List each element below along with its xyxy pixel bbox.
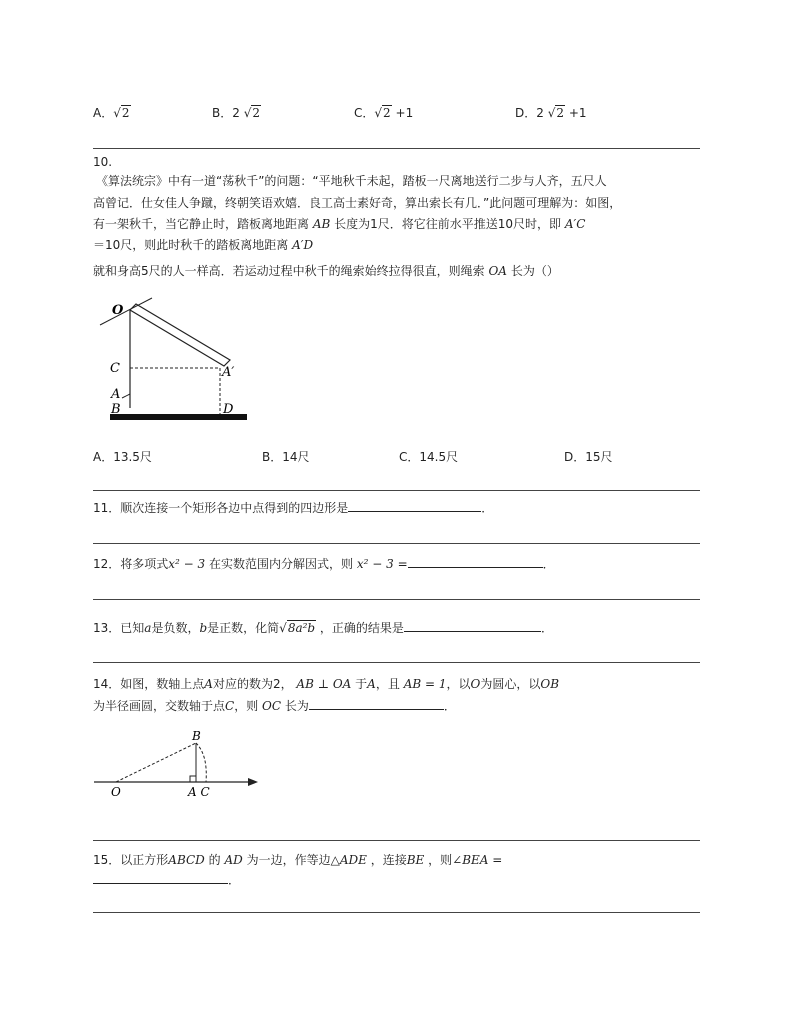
q14-answer-blank[interactable] — [309, 697, 444, 710]
label-O: O — [112, 303, 124, 318]
divider — [93, 490, 700, 491]
label-AC: A C — [188, 785, 210, 799]
q10-line1: 《算法统宗》中有一道“荡秋千”的问题：“平地秋千未起，踏板一尺离地送行二步与人齐，五尺人 — [96, 174, 607, 188]
q10-option-d: D．15尺 — [564, 450, 613, 464]
q15-line2: ． — [93, 871, 240, 888]
divider — [93, 840, 700, 841]
arc — [196, 743, 206, 782]
q10-option-a: A．13.5尺 — [93, 450, 152, 464]
label-B: B — [192, 729, 201, 743]
q10-number: 10. — [93, 155, 113, 169]
q12: 12．将多项式x² − 3 在实数范围内分解因式，则 x² − 3 = ． — [93, 557, 555, 571]
label-O: O — [111, 785, 121, 799]
rope-swung — [130, 304, 230, 366]
ceiling-line — [100, 298, 152, 325]
q9-option-b: B．2 √2 — [212, 106, 260, 120]
q13-answer-blank[interactable] — [404, 619, 541, 632]
label-C: C — [110, 361, 120, 376]
q10-line2: 高曾记．仕女佳人争蹴，终朝笑语欢嬉．良工高士素好奇，算出索长有几．”此问题可理解为：如图， — [93, 196, 622, 210]
seat-line — [122, 394, 130, 398]
axis-arrow — [248, 778, 258, 786]
q13: 13．已知a是负数，b是正数，化简√8a²b ，正确的结果是 ． — [93, 621, 553, 635]
label-B: B — [111, 402, 121, 417]
divider — [93, 148, 700, 149]
q9-option-c: C．√2 +1 — [354, 106, 414, 120]
segment-OB — [116, 743, 196, 782]
label-A-prime: A′ — [222, 365, 235, 380]
q12-answer-blank[interactable] — [408, 555, 543, 568]
q10-line3: 有一架秋千，当它静止时，踏板离地距离 AB 长度为1尺．将它往前水平推送10尺时，即 A′C — [93, 217, 586, 231]
q9-option-d: D．2 √2 +1 — [515, 106, 587, 120]
divider — [93, 543, 700, 544]
q10-line4: ＝10尺，则此时秋千的踏板离地距离 A′D — [93, 238, 314, 252]
q11: 11．顺次连接一个矩形各边中点得到的四边形是 ． — [93, 501, 494, 515]
number-line-figure — [90, 725, 265, 805]
right-angle-mark — [190, 776, 196, 782]
label-D: D — [223, 402, 234, 417]
swing-figure — [90, 290, 260, 425]
divider — [93, 912, 700, 913]
q10-option-c: C．14.5尺 — [399, 450, 459, 464]
q15-answer-blank[interactable] — [93, 871, 228, 884]
q11-answer-blank[interactable] — [348, 499, 481, 512]
divider — [93, 599, 700, 600]
q14-line2: 为半径画圆，交数轴于点C，则 OC 长为 ． — [93, 699, 456, 713]
q10-line5: 就和身高5尺的人一样高．若运动过程中秋千的绳索始终拉得很直，则绳索 OA 长为（） — [93, 264, 559, 278]
q14-line1: 14．如图，数轴上点A对应的数为2， AB ⊥ OA 于A，且 AB = 1，以O为圆心，以OB — [93, 677, 560, 691]
label-A: A — [111, 387, 121, 402]
q15-line1: 15．以正方形ABCD 的 AD 为一边，作等边△ADE ，连接BE ，则∠BEA = — [93, 853, 503, 867]
divider — [93, 662, 700, 663]
q9-option-a: A．√2 — [93, 106, 130, 120]
q10-option-b: B．14尺 — [262, 450, 310, 464]
